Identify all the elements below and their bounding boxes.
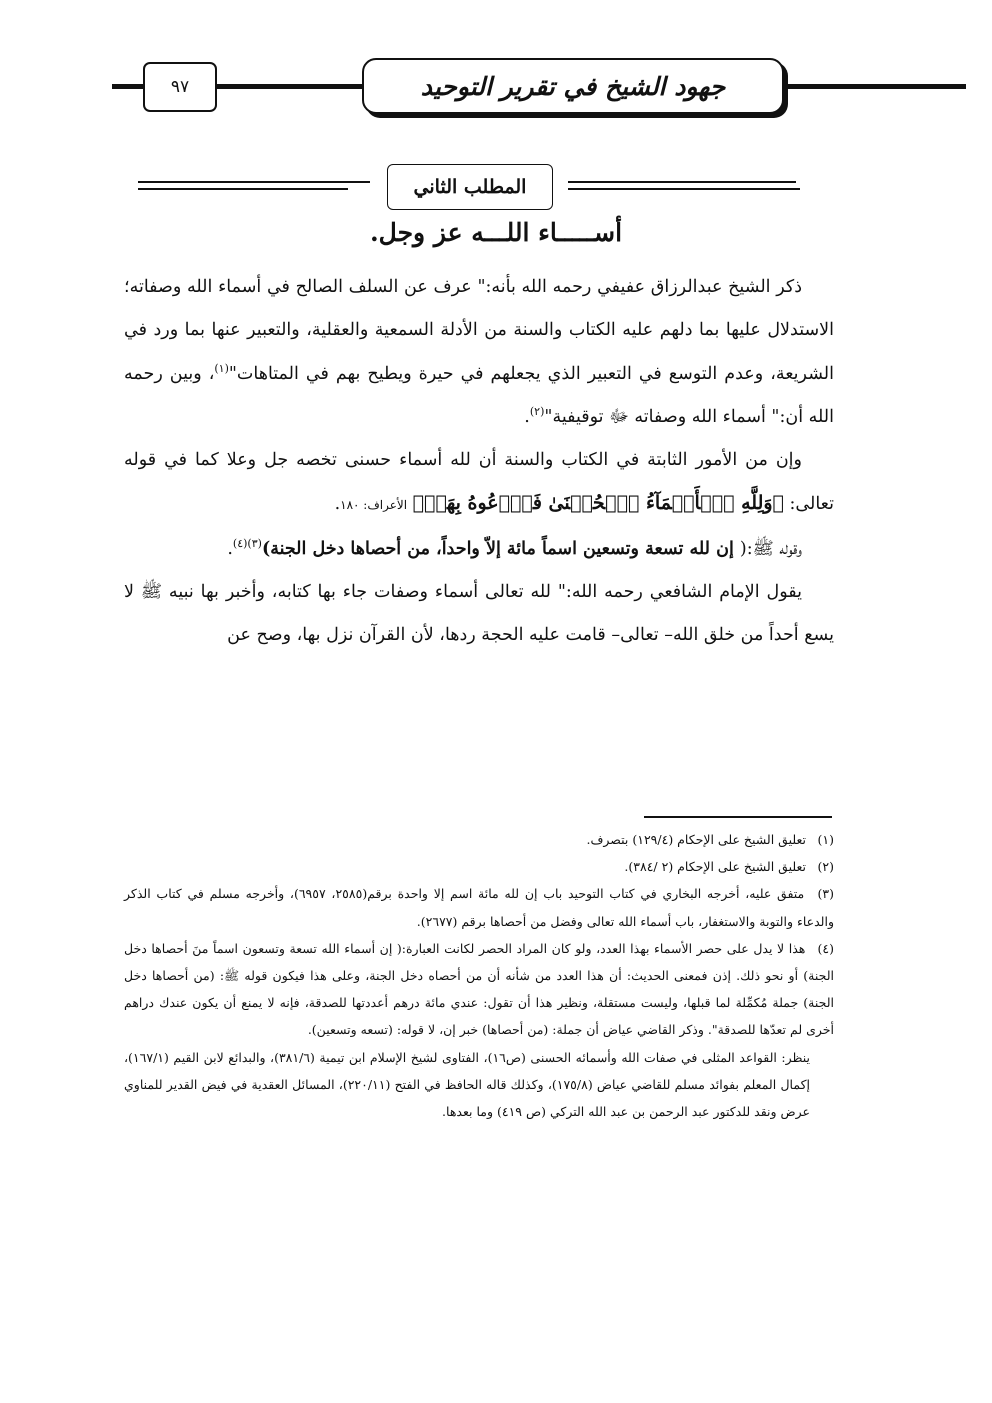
body-text xyxy=(124,266,834,658)
running-title: جهود الشيخ في تقرير التوحيد xyxy=(362,58,784,114)
paragraph-1 xyxy=(124,266,834,439)
hadith-text: إن لله تسعة وتسعين اسماً مائة إلاّ واحداً، من أحصاها دخل الجنة) xyxy=(261,538,740,559)
footnote-ref-2[interactable]: (٢) xyxy=(529,405,545,419)
paragraph-1-end: . xyxy=(524,406,530,427)
section-rule-left-bottom xyxy=(138,188,348,190)
footnote-ref-3-4[interactable]: (٣)(٤) xyxy=(232,536,262,550)
footnote-separator xyxy=(644,816,832,818)
footnote-number: (١) xyxy=(817,832,834,847)
footnote-3 xyxy=(124,880,834,934)
footnotes xyxy=(124,826,834,1125)
footnote-1 xyxy=(124,826,834,853)
footnote-number: (٢) xyxy=(817,859,834,875)
header-rule-right xyxy=(780,84,966,89)
paragraph-2 xyxy=(124,439,834,528)
footnote-text: ينظر: القواعد المثلى في صفات الله وأسمائه الحسنى (ص١٦)، الفتاوى لشيخ الإسلام ابن تيمية (٣٨١/٦)، والبدائع لابن القيم (١٦٧/١)، إكمال المعلم بفوائد مسلم للقاضي عياض (١٧٥/٨)، وكذلك قاله الحافظ في الفتح (٢٢٠/١١)، المسائل العقدية في فيض القدير للمناوي عرض ونقد للدكتور عبد الرحمن بن عبد الله التركي (ص ٤١٩) وما بعدها. xyxy=(124,1049,810,1120)
header-rule-middle xyxy=(212,84,364,89)
paragraph-4-text: يقول الإمام الشافعي رحمه الله:" لله تعالى أسماء وصفات جاء بها كتابه، وأخبر بها نبيه ﷺ لا يسع أحداً من خلق الله– تعالى– قامت عليه الحجة ردها، لأن القرآن نزل بها، وصح عن xyxy=(124,582,834,646)
paragraph-3-end: . xyxy=(227,538,233,559)
verse-reference: الأعراف: ١٨٠ xyxy=(340,498,408,513)
footnote-text: هذا لا يدل على حصر الأسماء بهذا العدد، ولو كان المراد الحصر لكانت العبارة:( إن أسماء الله تسعة وتسعون اسماً منَ أحصاها دخل الجنة) أو نحو ذلك. إذن فمعنى الحديث: أن هذا العدد من شأنه أن من أحصاه دخل الجنة، وعلى هذا فيكون قوله ﷺ: (من أحصاها دخل الجنة) جملة مُكمِّلة لما قبلها، وليست مستقلة، ونظير هذا أن تقول: عندي مائة درهم أعددتها للصدقة، فإنه لا يمنع أن يكون عندك دراهم أخرى لم تعدّها للصدقة". وذكر القاضي عياض أن جملة: (من أحصاها) خبر إن، لا قوله: (تسعه وتسعين). xyxy=(124,940,834,1038)
footnote-text: تعليق الشيخ على الإحكام (١٢٩/٤) بتصرف. xyxy=(586,832,807,847)
footnote-number: (٣) xyxy=(817,886,834,902)
section-label: المطلب الثاني xyxy=(387,164,553,210)
quran-verse: ﴿وَلِلَّهِ ٱلۡأَسۡمَآءُ ٱلۡحُسۡنَىٰ فَٱدۡعُوهُ بِهَاۖ﴾ xyxy=(412,492,784,515)
paragraph-4 xyxy=(124,571,834,658)
footnote-2 xyxy=(124,853,834,880)
section-rule-right-top xyxy=(568,181,796,183)
paragraph-3 xyxy=(124,528,834,571)
paragraph-1-text: ذكر الشيخ عبدالرزاق عفيفي رحمه الله بأنه:" عرف عن السلف الصالح في أسماء الله وصفاته؛ الاستدلال عليها بما دلهم عليه الكتاب والسنة من الأدلة السمعية والعقلية، والتعبير عنها بما ورد في الشريعة، وعدم التوسع في التعبير الذي يجعلهم في حيرة ويطيح بهم في المتاهات" xyxy=(124,277,834,384)
footnote-text: متفق عليه، أخرجه البخاري في كتاب التوحيد باب إن لله مائة اسم إلا واحدة برقم(٢٥٨٥، ٦٩٥٧)، وأخرجه مسلم في كتاب الذكر والدعاء والتوبة والاستغفار، باب أسماء الله تعالى وفضل من أحصاها برقم (٢٦٧٧). xyxy=(124,886,834,929)
paragraph-2-text: وإن من الأمور الثابتة في الكتاب والسنة أن لله أسماء حسنى تخصه جل وعلا كما في قوله تعالى: xyxy=(124,450,834,515)
footnote-4-sources xyxy=(124,1044,834,1126)
footnote-text: تعليق الشيخ على الإحكام (٢ /٣٨٤). xyxy=(624,859,807,875)
paragraph-3-lead: وقوله ﷺ:( xyxy=(739,538,802,559)
paragraph-1-mid: ، وبين رحمه الله أن:" أسماء الله وصفاته ﷻ توقيفية" xyxy=(124,363,834,427)
footnote-4 xyxy=(124,935,834,1044)
section-title: أســـــاء اللـــه عز وجل. xyxy=(369,218,623,247)
section-rule-left-top xyxy=(138,181,370,183)
page-number: ٩٧ xyxy=(143,62,217,112)
section-rule-right-bottom xyxy=(568,188,800,190)
footnote-ref-1[interactable]: (١) xyxy=(214,361,229,375)
paragraph-2-end: . xyxy=(334,494,341,515)
footnote-number: (٤) xyxy=(817,940,834,956)
